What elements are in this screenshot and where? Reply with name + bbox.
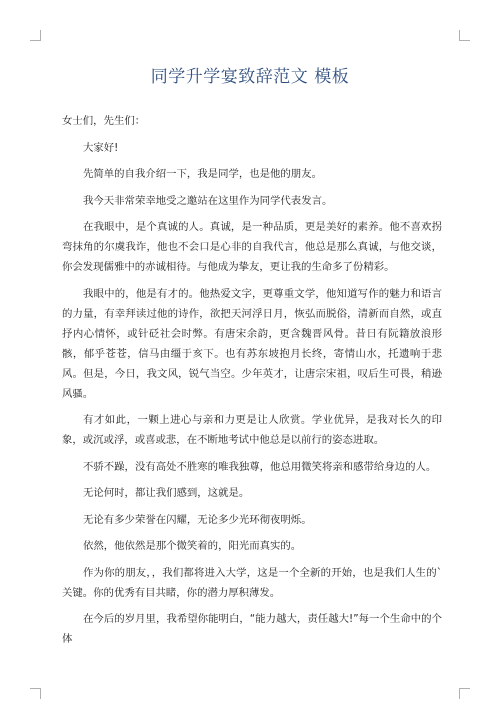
- greeting: 大家好!: [83, 141, 119, 154]
- crop-mark-bottom-right: [459, 688, 470, 699]
- paragraph: 有才如此，一颗上进心与亲和力更是让人欣赏。学业优异，是我对长久的印象，或沉或浮，或喜或悲，在不断地考试中他总是以前行的姿态进取。: [62, 414, 442, 446]
- crop-mark-bottom-left: [30, 688, 41, 699]
- document-body: [62, 111, 442, 656]
- document-title: 同学升学宴致辞范文 模板: [150, 67, 350, 87]
- salutation: 女士们，先生们：: [62, 115, 146, 127]
- paragraph: 无论何时，都让我们感到，这就是。: [83, 487, 250, 499]
- paragraph: 我今天非常荣幸地受之邀站在这里作为同学代表发言。: [83, 194, 333, 207]
- paragraph: 在我眼中，是个真诚的人。真诚，是一种品质，更是美好的素养。他不喜欢拐弯抹角的尔虞我诈，他也不会口是心非的自我代言，他总是那么真诚，与他交谈，你会发现儒雅中的赤诚相待。与他成为挚友，更让我的生命多了份精彩。: [62, 221, 442, 273]
- paragraph: 作为你的朋友，，我们都将进入大学，这是一个全新的开始，也是我们人生的`关键。你的优秀有目共睹，你的潜力厚积薄发。: [62, 566, 442, 599]
- paragraph: 无论有多少荣誉在闪耀，无论多少光环彻夜明烁。: [83, 513, 312, 526]
- paragraph: 不骄不躁，没有高处不胜寒的唯我独尊，他总用微笑将亲和感带给身边的人。: [83, 460, 437, 473]
- paragraph: 我眼中的，他是有才的。他热爱文字，更尊重文学，他知道写作的魅力和语言的力量，有幸拜读过他的诗作，欲把天河浮日月，恢弘而脱俗，清新而自然，或直抒内心情怀，或针砭社会时弊。有唐宋余韵，更含魏晋风骨。昔日有阮籍放浪形骸，郁乎苍苍，信马由缰于亥下。也有苏东坡抱月长终，寄情山水，托遗响于悲风。但是，今日，我文风，锐气当空。少年英才，让唐宗宋祖，叹后生可畏，稍逊风骚。: [62, 287, 442, 400]
- paragraph: 依然，他依然是那个微笑着的，阳光而真实的。: [83, 540, 302, 552]
- crop-mark-top-left: [30, 30, 41, 41]
- crop-mark-top-right: [459, 30, 470, 41]
- paragraph: 在今后的岁月里，我希望你能明白，“能力越大，责任越大!”每一个生命中的个体: [62, 613, 442, 645]
- paragraph: 先简单的自我介绍一下，我是同学，也是他的朋友。: [83, 168, 322, 180]
